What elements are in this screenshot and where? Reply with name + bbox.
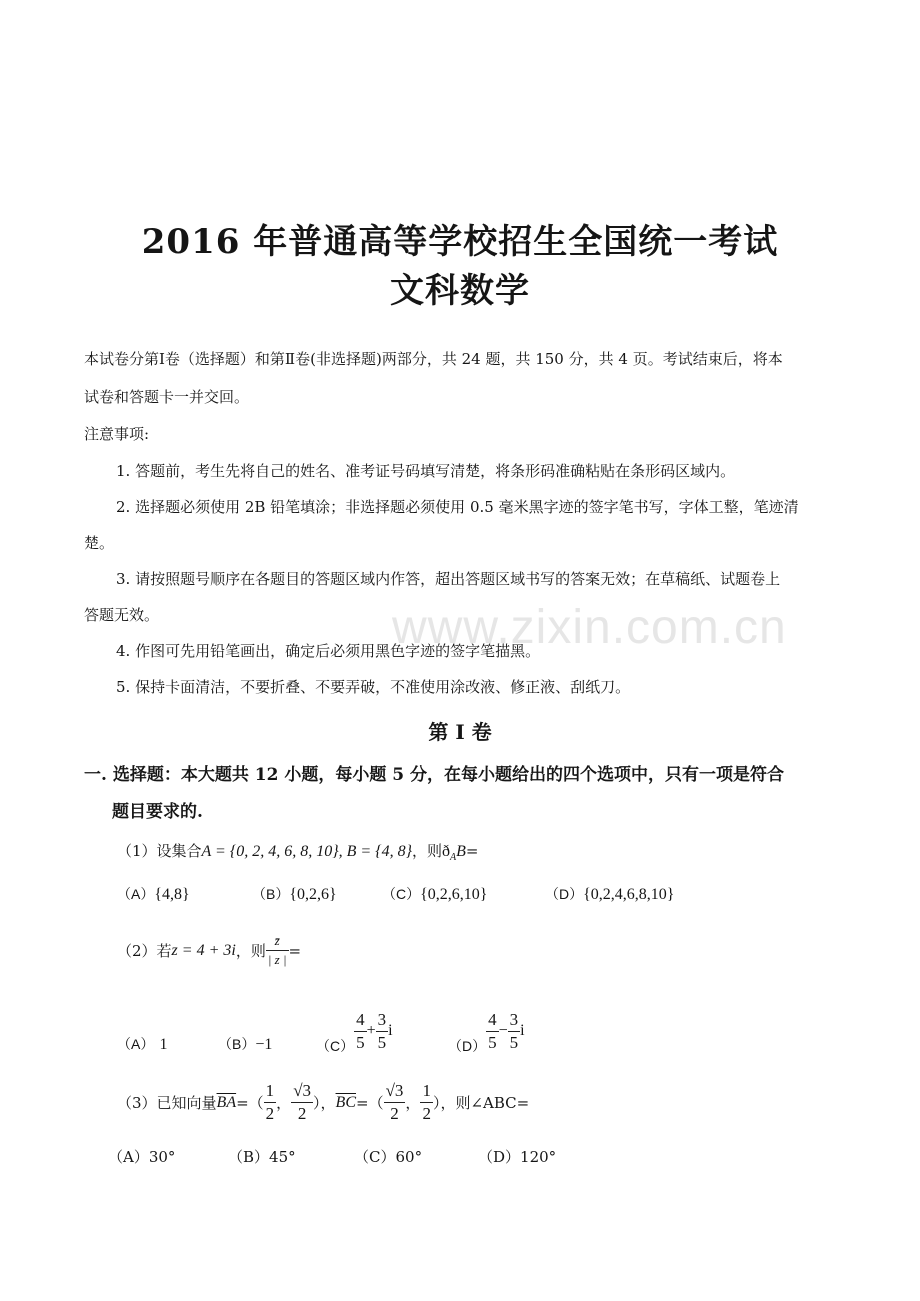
q3-close: ）， — [313, 1094, 336, 1112]
q1-option-label: （C） — [382, 886, 421, 902]
q2-option-value: 1 — [159, 1036, 168, 1053]
frac-den: 5 — [356, 1032, 365, 1052]
note-item: 3. 请按照题号顺序在各题目的答题区域内作答，超出答题区域书写的答案无效；在草稿纸、试题卷上 — [116, 570, 781, 588]
q1-complement-sub: A — [450, 852, 457, 863]
q3-option-label: （B） — [228, 1148, 270, 1166]
watermark: www.zixin.com.cn — [392, 601, 787, 654]
frac-num: 3 — [376, 1009, 389, 1032]
q3-option-value: 120° — [520, 1148, 557, 1166]
q2-option-frac — [508, 1009, 521, 1054]
q1-equals: = — [465, 842, 479, 860]
q1-option-value: {0,2,6,10} — [420, 886, 488, 903]
q1-option — [382, 884, 487, 904]
q1-option-value: {0,2,4,6,8,10} — [583, 886, 675, 903]
q2-option-operator: − — [498, 1022, 508, 1039]
exam-subtitle: 文科数学 — [390, 271, 530, 311]
q3-vector-bc: $\overline{BC}$ — [335, 1093, 356, 1111]
q2-option-label: （A） — [117, 1036, 155, 1052]
q2-frac-num: z̄ — [266, 932, 289, 951]
frac-num: 4 — [354, 1009, 367, 1032]
q2-option-frac — [376, 1009, 389, 1054]
q3-frac — [291, 1080, 313, 1125]
q2-option — [218, 1034, 272, 1054]
q2-option-frac — [354, 1009, 367, 1054]
q3-option-label: （C） — [354, 1148, 396, 1166]
q2-fraction — [266, 932, 289, 969]
q3-option — [478, 1146, 556, 1167]
q3-frac — [384, 1080, 406, 1125]
frac-num: 1 — [264, 1080, 277, 1103]
q2-then: ，则 — [235, 942, 266, 960]
q3-option — [108, 1146, 175, 1167]
q1-option-label: （A） — [117, 886, 155, 902]
frac-num: 4 — [486, 1009, 499, 1032]
question-3 — [117, 1080, 529, 1125]
q2-expression: z = 4 + 3i — [171, 941, 236, 959]
q1-expression: A = {0, 2, 4, 6, 8, 10}, B = {4, 8} — [201, 843, 412, 860]
part-one-heading: 一. 选择题：本大题共 12 小题，每小题 5 分，在每小题给出的四个选项中，只有一项是符合 — [84, 765, 784, 785]
q1-option-value: {0,2,6} — [289, 886, 337, 903]
q2-option-imag: i — [388, 1022, 393, 1039]
note-item: 4. 作图可先用铅笔画出，确定后必须用黑色字迹的签字笔描黑。 — [116, 642, 541, 660]
q2-option — [316, 1006, 393, 1056]
frac-den: 2 — [390, 1104, 399, 1123]
note-item: 1. 答题前，考生先将自己的姓名、准考证号码填写清楚，将条形码准确粘贴在条形码区域内。 — [116, 462, 736, 480]
note-item: 楚。 — [84, 534, 115, 552]
q1-prefix: （1）设集合 — [117, 842, 202, 860]
q2-option-value: −1 — [255, 1036, 273, 1053]
exam-title: 2016 年普通高等学校招生全国统一考试 — [141, 222, 779, 262]
q1-option — [117, 884, 190, 904]
q2-option-imag: i — [520, 1022, 525, 1039]
q3-option-value: 45° — [269, 1148, 296, 1166]
notes-heading: 注意事项: — [84, 425, 150, 443]
q2-equals: = — [288, 941, 302, 960]
q1-option — [545, 884, 674, 904]
q3-frac — [264, 1080, 277, 1125]
frac-den: 5 — [509, 1032, 519, 1052]
intro-line-2: 试卷和答题卡一并交回。 — [84, 388, 250, 406]
frac-num: 1 — [420, 1080, 433, 1103]
q1-option-value: {4,8} — [154, 886, 190, 903]
frac-den: 2 — [297, 1104, 307, 1123]
question-1 — [117, 840, 478, 863]
part-one-heading-cont: 题目要求的. — [112, 802, 203, 822]
q3-prefix: （3）已知向量 — [117, 1094, 217, 1112]
q3-option-value: 60° — [395, 1148, 423, 1166]
q1-complement-var: B — [456, 843, 466, 860]
q2-frac-den: | z | — [267, 952, 287, 967]
note-item: 5. 保持卡面清洁，不要折叠、不要弄破，不准使用涂改液、修正液、刮纸刀。 — [116, 678, 631, 696]
frac-num: 3 — [508, 1009, 521, 1032]
q2-prefix: （2）若 — [117, 942, 172, 960]
q1-complement-symbol: ð — [442, 843, 451, 860]
q1-then: ，则 — [412, 842, 443, 860]
q2-option-label: （B） — [218, 1036, 256, 1052]
q3-frac — [420, 1080, 433, 1125]
q3-comma: ， — [405, 1094, 421, 1112]
frac-den: 5 — [377, 1032, 387, 1052]
q2-option-label: （D） — [448, 1038, 487, 1054]
q3-option-label: （A） — [108, 1148, 149, 1166]
q3-eq1: =（ — [236, 1094, 264, 1112]
q2-option — [117, 1034, 167, 1054]
q3-option-label: （D） — [478, 1148, 521, 1166]
q2-option-operator: + — [366, 1022, 376, 1039]
q3-eq2: =（ — [356, 1094, 384, 1112]
frac-den: 2 — [422, 1104, 431, 1123]
intro-line-1: 本试卷分第Ⅰ卷（选择题）和第Ⅱ卷(非选择题)两部分，共 24 题，共 150 分，共 4 页。考试结束后，将本 — [84, 350, 783, 368]
q1-option-label: （B） — [252, 886, 290, 902]
q2-option-label: （C） — [316, 1038, 355, 1054]
q3-vector-ba: $\overline{BA}$ — [216, 1093, 237, 1111]
frac-num: √3 — [384, 1080, 406, 1103]
q3-option — [228, 1146, 296, 1167]
q3-option — [354, 1146, 422, 1167]
note-item: 答题无效。 — [84, 606, 160, 624]
section-title: 第 Ⅰ 卷 — [428, 720, 492, 744]
frac-den: 5 — [488, 1032, 497, 1052]
frac-num: √3 — [291, 1080, 313, 1103]
q1-option-label: （D） — [545, 886, 584, 902]
q3-comma: ， — [276, 1094, 292, 1112]
q3-option-value: 30° — [148, 1148, 176, 1166]
q3-close2: ），则∠ABC= — [432, 1094, 530, 1112]
q2-option-frac — [486, 1009, 499, 1054]
frac-den: 2 — [265, 1104, 275, 1123]
q1-option — [252, 884, 337, 904]
question-2 — [117, 932, 301, 969]
note-item: 2. 选择题必须使用 2B 铅笔填涂；非选择题必须使用 0.5 毫米黑字迹的签字笔书写，字体工整，笔迹清 — [116, 498, 799, 516]
q2-option — [448, 1006, 525, 1056]
